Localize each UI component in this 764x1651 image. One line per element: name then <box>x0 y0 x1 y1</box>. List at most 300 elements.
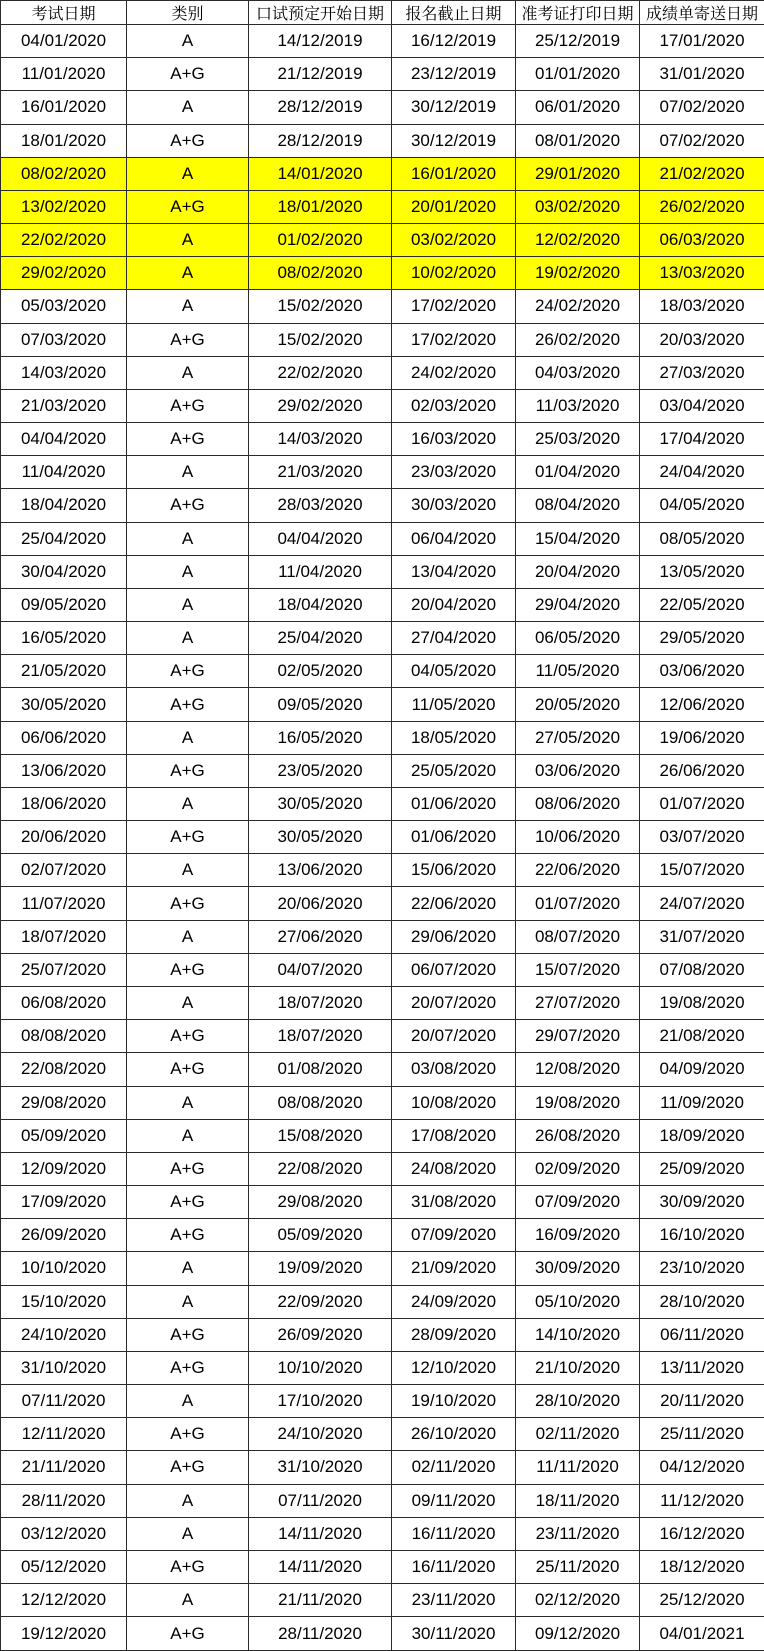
registration-deadline-cell: 16/01/2020 <box>392 157 516 190</box>
registration-deadline-cell: 20/01/2020 <box>392 190 516 223</box>
admission-print-cell: 16/09/2020 <box>516 1219 640 1252</box>
registration-deadline-cell: 20/07/2020 <box>392 1020 516 1053</box>
speaking-start-cell: 16/05/2020 <box>249 721 392 754</box>
speaking-start-cell: 04/04/2020 <box>249 522 392 555</box>
admission-print-cell: 11/11/2020 <box>516 1451 640 1484</box>
exam-date-cell: 20/06/2020 <box>1 821 127 854</box>
table-row <box>1 25 764 58</box>
speaking-start-cell: 23/05/2020 <box>249 754 392 787</box>
exam-date-cell: 11/01/2020 <box>1 58 127 91</box>
registration-deadline-cell: 23/11/2020 <box>392 1584 516 1617</box>
exam-date-cell: 12/12/2020 <box>1 1584 127 1617</box>
registration-deadline-cell: 02/11/2020 <box>392 1451 516 1484</box>
category-cell: A <box>127 1385 249 1418</box>
registration-deadline-cell: 30/03/2020 <box>392 489 516 522</box>
exam-date-cell: 02/07/2020 <box>1 854 127 887</box>
table-row <box>1 356 764 389</box>
speaking-start-cell: 14/03/2020 <box>249 423 392 456</box>
admission-print-cell: 27/05/2020 <box>516 721 640 754</box>
table-row <box>1 953 764 986</box>
transcript-mail-cell: 03/07/2020 <box>640 821 764 854</box>
registration-deadline-cell: 01/06/2020 <box>392 787 516 820</box>
table-row <box>1 91 764 124</box>
header-category: 类别 <box>127 1 249 25</box>
admission-print-cell: 02/11/2020 <box>516 1418 640 1451</box>
registration-deadline-cell: 16/11/2020 <box>392 1517 516 1550</box>
category-cell: A+G <box>127 423 249 456</box>
table-row <box>1 1351 764 1384</box>
exam-date-cell: 18/06/2020 <box>1 787 127 820</box>
table-row <box>1 1020 764 1053</box>
header-row <box>1 1 764 25</box>
speaking-start-cell: 15/08/2020 <box>249 1119 392 1152</box>
category-cell: A+G <box>127 754 249 787</box>
admission-print-cell: 08/04/2020 <box>516 489 640 522</box>
exam-date-cell: 13/06/2020 <box>1 754 127 787</box>
admission-print-cell: 08/01/2020 <box>516 124 640 157</box>
registration-deadline-cell: 15/06/2020 <box>392 854 516 887</box>
registration-deadline-cell: 17/02/2020 <box>392 290 516 323</box>
admission-print-cell: 19/08/2020 <box>516 1086 640 1119</box>
table-row <box>1 190 764 223</box>
exam-date-cell: 07/03/2020 <box>1 323 127 356</box>
admission-print-cell: 15/07/2020 <box>516 953 640 986</box>
registration-deadline-cell: 23/03/2020 <box>392 456 516 489</box>
admission-print-cell: 01/01/2020 <box>516 58 640 91</box>
admission-print-cell: 03/02/2020 <box>516 190 640 223</box>
exam-date-cell: 18/04/2020 <box>1 489 127 522</box>
registration-deadline-cell: 06/07/2020 <box>392 953 516 986</box>
registration-deadline-cell: 27/04/2020 <box>392 622 516 655</box>
exam-date-cell: 17/09/2020 <box>1 1186 127 1219</box>
speaking-start-cell: 30/05/2020 <box>249 821 392 854</box>
category-cell: A <box>127 1252 249 1285</box>
speaking-start-cell: 18/04/2020 <box>249 588 392 621</box>
transcript-mail-cell: 25/12/2020 <box>640 1584 764 1617</box>
exam-date-cell: 14/03/2020 <box>1 356 127 389</box>
exam-date-cell: 25/04/2020 <box>1 522 127 555</box>
speaking-start-cell: 28/12/2019 <box>249 124 392 157</box>
registration-deadline-cell: 10/02/2020 <box>392 257 516 290</box>
admission-print-cell: 30/09/2020 <box>516 1252 640 1285</box>
registration-deadline-cell: 03/02/2020 <box>392 224 516 257</box>
registration-deadline-cell: 16/11/2020 <box>392 1550 516 1583</box>
table-row <box>1 688 764 721</box>
exam-date-cell: 09/05/2020 <box>1 588 127 621</box>
registration-deadline-cell: 21/09/2020 <box>392 1252 516 1285</box>
table-row <box>1 588 764 621</box>
registration-deadline-cell: 17/02/2020 <box>392 323 516 356</box>
table-row <box>1 389 764 422</box>
admission-print-cell: 25/11/2020 <box>516 1550 640 1583</box>
table-row <box>1 124 764 157</box>
registration-deadline-cell: 20/04/2020 <box>392 588 516 621</box>
speaking-start-cell: 02/05/2020 <box>249 655 392 688</box>
header-registration-deadline: 报名截止日期 <box>392 1 516 25</box>
admission-print-cell: 07/09/2020 <box>516 1186 640 1219</box>
exam-date-cell: 12/11/2020 <box>1 1418 127 1451</box>
speaking-start-cell: 14/11/2020 <box>249 1550 392 1583</box>
transcript-mail-cell: 25/11/2020 <box>640 1418 764 1451</box>
speaking-start-cell: 10/10/2020 <box>249 1351 392 1384</box>
category-cell: A <box>127 1119 249 1152</box>
registration-deadline-cell: 28/09/2020 <box>392 1318 516 1351</box>
admission-print-cell: 29/01/2020 <box>516 157 640 190</box>
registration-deadline-cell: 31/08/2020 <box>392 1186 516 1219</box>
speaking-start-cell: 15/02/2020 <box>249 290 392 323</box>
table-row <box>1 1617 764 1651</box>
table-row <box>1 157 764 190</box>
speaking-start-cell: 31/10/2020 <box>249 1451 392 1484</box>
table-row <box>1 323 764 356</box>
transcript-mail-cell: 07/08/2020 <box>640 953 764 986</box>
registration-deadline-cell: 01/06/2020 <box>392 821 516 854</box>
category-cell: A+G <box>127 489 249 522</box>
table-row <box>1 489 764 522</box>
table-row <box>1 555 764 588</box>
category-cell: A <box>127 721 249 754</box>
table-row <box>1 1053 764 1086</box>
category-cell: A+G <box>127 1152 249 1185</box>
speaking-start-cell: 18/07/2020 <box>249 986 392 1019</box>
category-cell: A <box>127 25 249 58</box>
table-row <box>1 754 764 787</box>
admission-print-cell: 12/08/2020 <box>516 1053 640 1086</box>
table-row <box>1 854 764 887</box>
category-cell: A+G <box>127 323 249 356</box>
category-cell: A <box>127 522 249 555</box>
category-cell: A+G <box>127 1550 249 1583</box>
table-row <box>1 423 764 456</box>
exam-date-cell: 08/08/2020 <box>1 1020 127 1053</box>
admission-print-cell: 29/04/2020 <box>516 588 640 621</box>
admission-print-cell: 19/02/2020 <box>516 257 640 290</box>
table-row <box>1 1550 764 1583</box>
table-row <box>1 787 764 820</box>
transcript-mail-cell: 13/03/2020 <box>640 257 764 290</box>
exam-date-cell: 15/10/2020 <box>1 1285 127 1318</box>
category-cell: A <box>127 1484 249 1517</box>
admission-print-cell: 23/11/2020 <box>516 1517 640 1550</box>
registration-deadline-cell: 30/12/2019 <box>392 124 516 157</box>
exam-date-cell: 10/10/2020 <box>1 1252 127 1285</box>
category-cell: A+G <box>127 1418 249 1451</box>
exam-date-cell: 30/05/2020 <box>1 688 127 721</box>
registration-deadline-cell: 26/10/2020 <box>392 1418 516 1451</box>
exam-date-cell: 08/02/2020 <box>1 157 127 190</box>
speaking-start-cell: 01/02/2020 <box>249 224 392 257</box>
exam-date-cell: 26/09/2020 <box>1 1219 127 1252</box>
speaking-start-cell: 08/08/2020 <box>249 1086 392 1119</box>
registration-deadline-cell: 13/04/2020 <box>392 555 516 588</box>
speaking-start-cell: 19/09/2020 <box>249 1252 392 1285</box>
exam-date-cell: 22/08/2020 <box>1 1053 127 1086</box>
exam-date-cell: 28/11/2020 <box>1 1484 127 1517</box>
header-admission-print-date: 准考证打印日期 <box>516 1 640 25</box>
category-cell: A <box>127 588 249 621</box>
transcript-mail-cell: 29/05/2020 <box>640 622 764 655</box>
transcript-mail-cell: 18/12/2020 <box>640 1550 764 1583</box>
admission-print-cell: 18/11/2020 <box>516 1484 640 1517</box>
table-row <box>1 290 764 323</box>
table-row <box>1 224 764 257</box>
table-row <box>1 456 764 489</box>
registration-deadline-cell: 23/12/2019 <box>392 58 516 91</box>
category-cell: A+G <box>127 1186 249 1219</box>
exam-date-cell: 07/11/2020 <box>1 1385 127 1418</box>
speaking-start-cell: 22/08/2020 <box>249 1152 392 1185</box>
transcript-mail-cell: 11/09/2020 <box>640 1086 764 1119</box>
category-cell: A+G <box>127 389 249 422</box>
speaking-start-cell: 17/10/2020 <box>249 1385 392 1418</box>
table-row <box>1 655 764 688</box>
admission-print-cell: 08/06/2020 <box>516 787 640 820</box>
transcript-mail-cell: 16/12/2020 <box>640 1517 764 1550</box>
registration-deadline-cell: 03/08/2020 <box>392 1053 516 1086</box>
category-cell: A <box>127 622 249 655</box>
transcript-mail-cell: 17/01/2020 <box>640 25 764 58</box>
admission-print-cell: 06/05/2020 <box>516 622 640 655</box>
transcript-mail-cell: 19/06/2020 <box>640 721 764 754</box>
admission-print-cell: 20/05/2020 <box>516 688 640 721</box>
transcript-mail-cell: 26/06/2020 <box>640 754 764 787</box>
table-row <box>1 1219 764 1252</box>
exam-date-cell: 18/01/2020 <box>1 124 127 157</box>
table-row <box>1 622 764 655</box>
exam-date-cell: 19/12/2020 <box>1 1617 127 1651</box>
transcript-mail-cell: 22/05/2020 <box>640 588 764 621</box>
admission-print-cell: 24/02/2020 <box>516 290 640 323</box>
admission-print-cell: 11/03/2020 <box>516 389 640 422</box>
speaking-start-cell: 22/02/2020 <box>249 356 392 389</box>
exam-date-cell: 13/02/2020 <box>1 190 127 223</box>
table-row <box>1 1086 764 1119</box>
speaking-start-cell: 20/06/2020 <box>249 887 392 920</box>
transcript-mail-cell: 08/05/2020 <box>640 522 764 555</box>
registration-deadline-cell: 30/12/2019 <box>392 91 516 124</box>
transcript-mail-cell: 13/11/2020 <box>640 1351 764 1384</box>
admission-print-cell: 27/07/2020 <box>516 986 640 1019</box>
table-row <box>1 1152 764 1185</box>
category-cell: A <box>127 1517 249 1550</box>
exam-date-cell: 16/05/2020 <box>1 622 127 655</box>
transcript-mail-cell: 13/05/2020 <box>640 555 764 588</box>
admission-print-cell: 14/10/2020 <box>516 1318 640 1351</box>
category-cell: A+G <box>127 58 249 91</box>
exam-date-cell: 18/07/2020 <box>1 920 127 953</box>
registration-deadline-cell: 20/07/2020 <box>392 986 516 1019</box>
speaking-start-cell: 14/12/2019 <box>249 25 392 58</box>
speaking-start-cell: 28/11/2020 <box>249 1617 392 1651</box>
header-transcript-mail-date: 成绩单寄送日期 <box>640 1 764 25</box>
speaking-start-cell: 13/06/2020 <box>249 854 392 887</box>
admission-print-cell: 15/04/2020 <box>516 522 640 555</box>
speaking-start-cell: 28/12/2019 <box>249 91 392 124</box>
admission-print-cell: 12/02/2020 <box>516 224 640 257</box>
speaking-start-cell: 15/02/2020 <box>249 323 392 356</box>
admission-print-cell: 26/02/2020 <box>516 323 640 356</box>
table-row <box>1 1418 764 1451</box>
category-cell: A <box>127 787 249 820</box>
exam-date-cell: 03/12/2020 <box>1 1517 127 1550</box>
speaking-start-cell: 21/12/2019 <box>249 58 392 91</box>
category-cell: A <box>127 456 249 489</box>
category-cell: A <box>127 157 249 190</box>
registration-deadline-cell: 22/06/2020 <box>392 887 516 920</box>
speaking-start-cell: 01/08/2020 <box>249 1053 392 1086</box>
exam-date-cell: 04/04/2020 <box>1 423 127 456</box>
category-cell: A+G <box>127 1318 249 1351</box>
transcript-mail-cell: 04/09/2020 <box>640 1053 764 1086</box>
transcript-mail-cell: 24/07/2020 <box>640 887 764 920</box>
exam-date-cell: 30/04/2020 <box>1 555 127 588</box>
registration-deadline-cell: 17/08/2020 <box>392 1119 516 1152</box>
category-cell: A+G <box>127 688 249 721</box>
admission-print-cell: 20/04/2020 <box>516 555 640 588</box>
registration-deadline-cell: 25/05/2020 <box>392 754 516 787</box>
admission-print-cell: 10/06/2020 <box>516 821 640 854</box>
exam-date-cell: 12/09/2020 <box>1 1152 127 1185</box>
registration-deadline-cell: 12/10/2020 <box>392 1351 516 1384</box>
transcript-mail-cell: 03/04/2020 <box>640 389 764 422</box>
table-row <box>1 1119 764 1152</box>
admission-print-cell: 11/05/2020 <box>516 655 640 688</box>
category-cell: A <box>127 290 249 323</box>
table-row <box>1 1451 764 1484</box>
speaking-start-cell: 26/09/2020 <box>249 1318 392 1351</box>
registration-deadline-cell: 29/06/2020 <box>392 920 516 953</box>
transcript-mail-cell: 20/03/2020 <box>640 323 764 356</box>
category-cell: A+G <box>127 655 249 688</box>
transcript-mail-cell: 18/03/2020 <box>640 290 764 323</box>
category-cell: A+G <box>127 821 249 854</box>
speaking-start-cell: 21/03/2020 <box>249 456 392 489</box>
registration-deadline-cell: 07/09/2020 <box>392 1219 516 1252</box>
transcript-mail-cell: 17/04/2020 <box>640 423 764 456</box>
exam-date-cell: 04/01/2020 <box>1 25 127 58</box>
exam-date-cell: 05/03/2020 <box>1 290 127 323</box>
transcript-mail-cell: 16/10/2020 <box>640 1219 764 1252</box>
registration-deadline-cell: 16/03/2020 <box>392 423 516 456</box>
exam-date-cell: 29/08/2020 <box>1 1086 127 1119</box>
speaking-start-cell: 08/02/2020 <box>249 257 392 290</box>
registration-deadline-cell: 09/11/2020 <box>392 1484 516 1517</box>
admission-print-cell: 04/03/2020 <box>516 356 640 389</box>
category-cell: A <box>127 257 249 290</box>
speaking-start-cell: 04/07/2020 <box>249 953 392 986</box>
exam-date-cell: 22/02/2020 <box>1 224 127 257</box>
transcript-mail-cell: 31/07/2020 <box>640 920 764 953</box>
table-row <box>1 1517 764 1550</box>
exam-date-cell: 06/08/2020 <box>1 986 127 1019</box>
admission-print-cell: 05/10/2020 <box>516 1285 640 1318</box>
registration-deadline-cell: 30/11/2020 <box>392 1617 516 1651</box>
registration-deadline-cell: 04/05/2020 <box>392 655 516 688</box>
speaking-start-cell: 29/02/2020 <box>249 389 392 422</box>
table-row <box>1 1484 764 1517</box>
transcript-mail-cell: 27/03/2020 <box>640 356 764 389</box>
admission-print-cell: 29/07/2020 <box>516 1020 640 1053</box>
admission-print-cell: 21/10/2020 <box>516 1351 640 1384</box>
admission-print-cell: 22/06/2020 <box>516 854 640 887</box>
table-row <box>1 1584 764 1617</box>
registration-deadline-cell: 16/12/2019 <box>392 25 516 58</box>
transcript-mail-cell: 21/08/2020 <box>640 1020 764 1053</box>
transcript-mail-cell: 21/02/2020 <box>640 157 764 190</box>
transcript-mail-cell: 07/02/2020 <box>640 124 764 157</box>
speaking-start-cell: 30/05/2020 <box>249 787 392 820</box>
registration-deadline-cell: 19/10/2020 <box>392 1385 516 1418</box>
exam-date-cell: 05/09/2020 <box>1 1119 127 1152</box>
table-row <box>1 58 764 91</box>
category-cell: A <box>127 224 249 257</box>
category-cell: A+G <box>127 1020 249 1053</box>
category-cell: A+G <box>127 1617 249 1651</box>
exam-date-cell: 24/10/2020 <box>1 1318 127 1351</box>
transcript-mail-cell: 31/01/2020 <box>640 58 764 91</box>
category-cell: A+G <box>127 1053 249 1086</box>
category-cell: A <box>127 1285 249 1318</box>
table-row <box>1 821 764 854</box>
category-cell: A+G <box>127 190 249 223</box>
speaking-start-cell: 18/07/2020 <box>249 1020 392 1053</box>
admission-print-cell: 25/12/2019 <box>516 25 640 58</box>
exam-date-cell: 25/07/2020 <box>1 953 127 986</box>
transcript-mail-cell: 30/09/2020 <box>640 1186 764 1219</box>
admission-print-cell: 28/10/2020 <box>516 1385 640 1418</box>
table-row <box>1 1385 764 1418</box>
speaking-start-cell: 27/06/2020 <box>249 920 392 953</box>
category-cell: A <box>127 91 249 124</box>
admission-print-cell: 08/07/2020 <box>516 920 640 953</box>
table-row <box>1 1252 764 1285</box>
registration-deadline-cell: 11/05/2020 <box>392 688 516 721</box>
registration-deadline-cell: 06/04/2020 <box>392 522 516 555</box>
admission-print-cell: 02/12/2020 <box>516 1584 640 1617</box>
transcript-mail-cell: 03/06/2020 <box>640 655 764 688</box>
category-cell: A <box>127 555 249 588</box>
category-cell: A+G <box>127 1351 249 1384</box>
table-row <box>1 1186 764 1219</box>
registration-deadline-cell: 24/09/2020 <box>392 1285 516 1318</box>
category-cell: A <box>127 986 249 1019</box>
category-cell: A+G <box>127 124 249 157</box>
category-cell: A+G <box>127 887 249 920</box>
header-speaking-start-date: 口试预定开始日期 <box>249 1 392 25</box>
speaking-start-cell: 24/10/2020 <box>249 1418 392 1451</box>
table-row <box>1 522 764 555</box>
exam-date-cell: 31/10/2020 <box>1 1351 127 1384</box>
table-row <box>1 1318 764 1351</box>
admission-print-cell: 26/08/2020 <box>516 1119 640 1152</box>
admission-print-cell: 09/12/2020 <box>516 1617 640 1651</box>
registration-deadline-cell: 18/05/2020 <box>392 721 516 754</box>
transcript-mail-cell: 15/07/2020 <box>640 854 764 887</box>
admission-print-cell: 01/07/2020 <box>516 887 640 920</box>
speaking-start-cell: 11/04/2020 <box>249 555 392 588</box>
speaking-start-cell: 14/11/2020 <box>249 1517 392 1550</box>
table-row <box>1 721 764 754</box>
category-cell: A <box>127 1086 249 1119</box>
exam-date-cell: 05/12/2020 <box>1 1550 127 1583</box>
category-cell: A+G <box>127 1219 249 1252</box>
exam-date-cell: 21/11/2020 <box>1 1451 127 1484</box>
category-cell: A <box>127 356 249 389</box>
transcript-mail-cell: 26/02/2020 <box>640 190 764 223</box>
transcript-mail-cell: 28/10/2020 <box>640 1285 764 1318</box>
exam-date-cell: 11/07/2020 <box>1 887 127 920</box>
speaking-start-cell: 14/01/2020 <box>249 157 392 190</box>
